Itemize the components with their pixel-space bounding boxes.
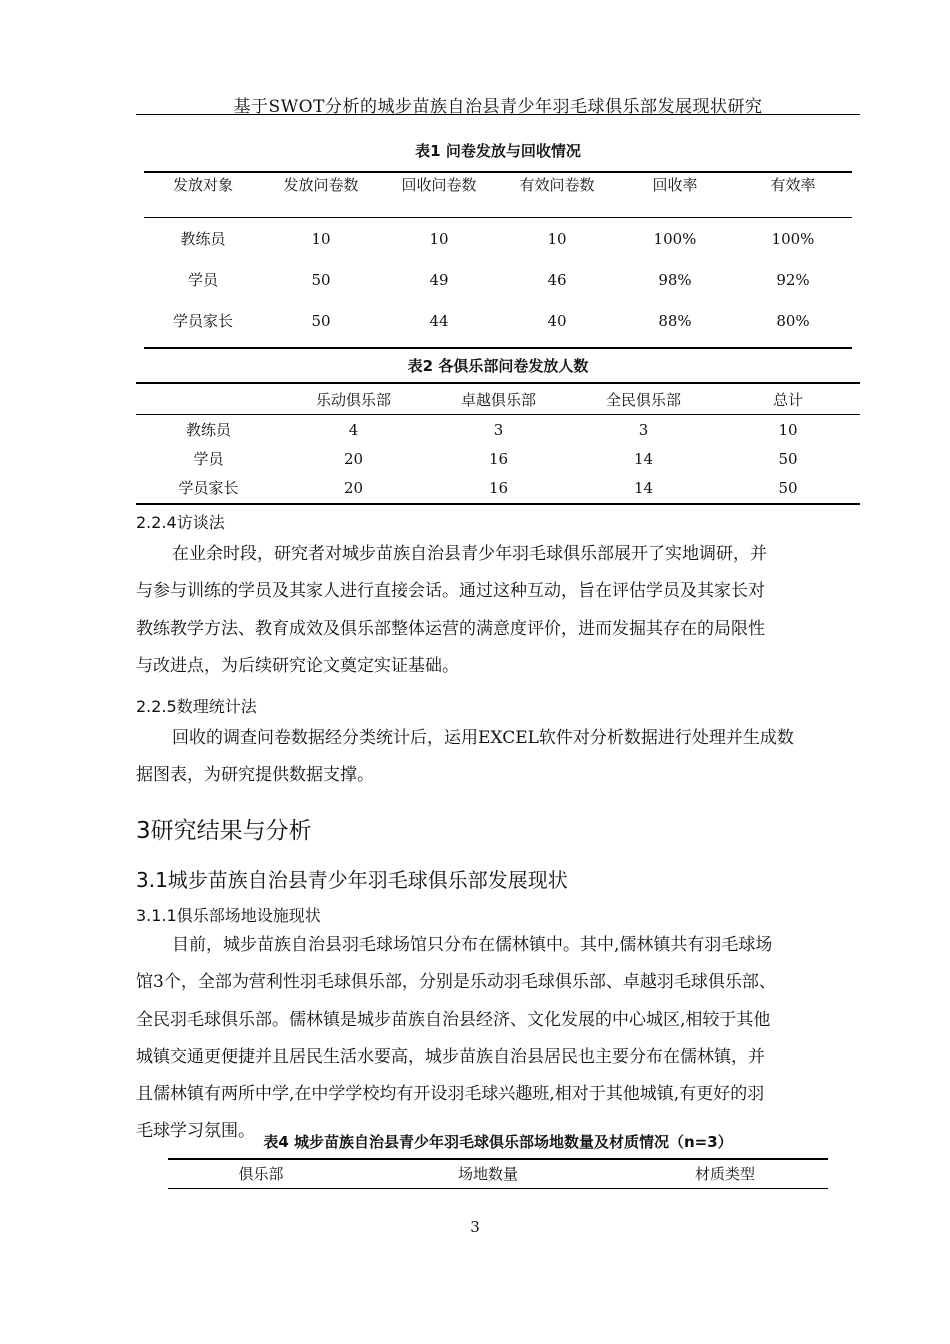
paragraph-line: 与参与训练的学员及其家人进行直接会话。通过这种互动，旨在评估学员及其家长对	[136, 581, 765, 602]
section-heading-3-1: 3.1城步苗族自治县青少年羽毛球俱乐部发展现状	[136, 868, 568, 892]
table2-cell: 16	[488, 449, 509, 468]
section-heading-3-1-1: 3.1.1俱乐部场地设施现状	[136, 906, 321, 925]
page-number: 3	[470, 1218, 480, 1236]
table2-cell: 4	[348, 420, 359, 439]
table4-header-row	[168, 1160, 828, 1187]
paragraph-line: 在业余时段，研究者对城步苗族自治县青少年羽毛球俱乐部展开了实地调研，并	[172, 544, 767, 564]
table1-header-cell: 回收率	[652, 176, 698, 194]
table1-bottom-rule	[144, 347, 852, 349]
table1-header-cell: 有效率	[770, 176, 816, 194]
table2-cell: 50	[778, 478, 798, 497]
table1-cell: 100%	[771, 229, 815, 248]
paragraph-line: 且儒林镇有两所中学,在中学学校均有开设羽毛球兴趣班,相对于其他城镇,有更好的羽	[136, 1084, 765, 1105]
table1-header-cell: 发放问卷数	[283, 176, 359, 194]
table1-header-row	[144, 172, 852, 217]
table1-cell: 46	[547, 270, 567, 289]
table2-cell: 16	[488, 478, 509, 497]
table2-header-row	[136, 384, 860, 414]
table-row	[136, 444, 860, 473]
table1-cell: 92%	[776, 270, 810, 289]
header-rule	[136, 114, 860, 115]
table1-header-cell: 有效问卷数	[519, 176, 595, 194]
table1-cell: 44	[429, 311, 449, 330]
paragraph-venue-status	[136, 927, 860, 1151]
table2-cell: 教练员	[185, 421, 231, 439]
paragraph-line: 全民羽毛球俱乐部。儒林镇是城步苗族自治县经济、文化发展的中心城区,相较于其他	[136, 1009, 771, 1030]
table4-header-cell: 俱乐部	[238, 1165, 284, 1183]
table4-header-cell: 场地数量	[457, 1165, 518, 1183]
table2-cell: 20	[343, 449, 364, 468]
table1-header-cell: 回收问卷数	[401, 176, 477, 194]
table1-cell: 教练员	[180, 230, 226, 248]
table1-caption: 表1 问卷发放与回收情况	[415, 142, 581, 160]
table1-cell: 学员	[187, 271, 218, 289]
table-row	[144, 218, 852, 259]
table2-cell: 3	[638, 420, 649, 439]
table2-header-cell: 卓越俱乐部	[460, 390, 536, 409]
table2-header-cell: 全民俱乐部	[605, 390, 681, 409]
table2-body	[136, 415, 860, 502]
table2-bottom-rule	[136, 503, 860, 505]
table1-cell: 10	[547, 229, 567, 248]
table2-cell: 20	[343, 478, 364, 497]
table2-cell: 14	[633, 449, 654, 468]
table4-caption: 表4 城步苗族自治县青少年羽毛球俱乐部场地数量及材质情况（n=3）	[263, 1133, 733, 1151]
paragraph-statistics-method	[136, 720, 860, 795]
table1-header-cell: 发放对象	[172, 176, 233, 194]
table1-cell: 学员家长	[172, 312, 233, 330]
table2-cell: 10	[778, 420, 798, 439]
table2-cell: 3	[493, 420, 504, 439]
table1-cell: 50	[311, 270, 331, 289]
paragraph-line: 与改进点，为后续研究论文奠定实证基础。	[136, 655, 459, 676]
table1-cell: 10	[429, 229, 449, 248]
paragraph-line: 目前，城步苗族自治县羽毛球场馆只分布在儒林镇中。其中,儒林镇共有羽毛球场	[172, 935, 773, 955]
table-row	[144, 259, 852, 300]
table1-cell: 10	[311, 229, 331, 248]
paragraph-interview-method	[136, 536, 860, 685]
table2-cell: 学员家长	[178, 479, 239, 497]
paragraph-line: 城镇交通更便捷并且居民生活水要高，城步苗族自治县居民也主要分布在儒林镇，并	[136, 1046, 765, 1067]
table1-cell: 49	[429, 270, 449, 289]
table-row	[144, 300, 852, 341]
paragraph-line: 据图表，为研究提供数据支撑。	[136, 765, 374, 786]
table1-cell: 98%	[658, 270, 692, 289]
table1-cell: 80%	[776, 311, 810, 330]
table4	[168, 1160, 828, 1187]
table4-header-cell: 材质类型	[694, 1165, 755, 1183]
paragraph-line: 教练教学方法、教育成效及俱乐部整体运营的满意度评价，进而发掘其存在的局限性	[136, 618, 765, 639]
table2-header-cell: 乐动俱乐部	[315, 390, 391, 409]
table2	[136, 384, 860, 414]
table1-cell: 88%	[658, 311, 692, 330]
table2-cell: 14	[633, 478, 654, 497]
table-row	[136, 473, 860, 502]
table2-header-cell	[136, 384, 281, 414]
section-heading-2-2-4: 2.2.4访谈法	[136, 513, 225, 532]
paragraph-line: 馆3个，全部为营利性羽毛球俱乐部，分别是乐动羽毛球俱乐部、卓越羽毛球俱乐部、	[136, 972, 776, 993]
section-heading-2-2-5: 2.2.5数理统计法	[136, 697, 257, 716]
running-header: 基于SWOT分析的城步苗族自治县青少年羽毛球俱乐部发展现状研究	[233, 97, 763, 117]
table1-cell: 50	[311, 311, 331, 330]
table2-cell: 50	[778, 449, 798, 468]
table1-body	[144, 218, 852, 341]
table4-mid-rule	[168, 1188, 828, 1189]
table2-header-cell: 总计	[772, 390, 803, 409]
table2-caption: 表2 各俱乐部问卷发放人数	[407, 357, 589, 375]
table1	[144, 172, 852, 217]
section-heading-3: 3研究结果与分析	[136, 818, 312, 844]
paragraph-line: 回收的调查问卷数据经分类统计后，运用EXCEL软件对分析数据进行处理并生成数	[172, 728, 794, 748]
table1-cell: 100%	[653, 229, 697, 248]
table2-cell: 学员	[193, 450, 224, 468]
table-row	[136, 415, 860, 444]
table1-cell: 40	[547, 311, 567, 330]
paragraph-line: 毛球学习氛围。	[136, 1121, 255, 1142]
